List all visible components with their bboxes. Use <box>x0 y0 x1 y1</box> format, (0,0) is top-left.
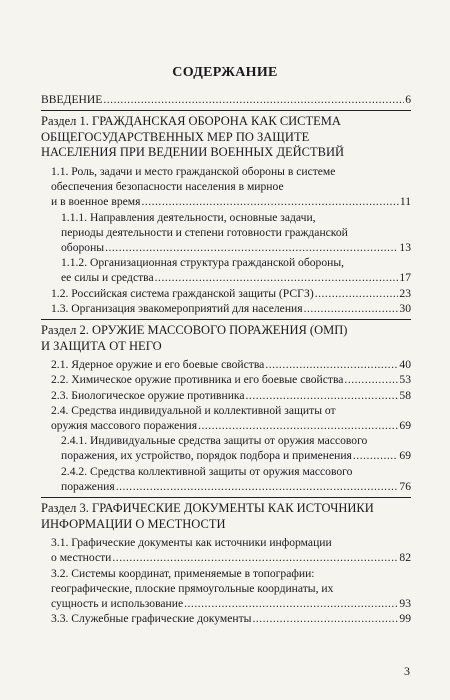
toc-entry-lastline <box>51 388 411 403</box>
toc-entry-lastline <box>51 418 411 433</box>
toc-entry-label: 2.3. Биологическое оружие противника <box>51 388 245 402</box>
table-of-contents <box>41 92 411 626</box>
toc-leader-dots <box>304 301 399 316</box>
toc-leader-dots <box>353 448 399 463</box>
toc-section-title-line: ОБЩЕГОСУДАРСТВЕННЫХ МЕР ПО ЗАЩИТЕ <box>41 129 310 144</box>
toc-section-title-line: Раздел 1. ГРАЖДАНСКАЯ ОБОРОНА КАК СИСТЕМА <box>41 114 341 129</box>
toc-section-title <box>41 501 411 532</box>
divider <box>41 110 411 111</box>
toc-entry-lastline <box>51 611 411 626</box>
toc-section-title <box>41 114 411 161</box>
toc-entry-label: 1.2. Российская система гражданской защиты (РСГЗ) <box>51 286 314 300</box>
toc-entry-lastline <box>51 596 411 611</box>
toc-entry <box>41 566 411 612</box>
toc-entry-page: 93 <box>399 597 411 611</box>
toc-entry-page: 82 <box>399 551 411 565</box>
divider <box>41 497 411 498</box>
toc-entry-lastline <box>61 479 411 494</box>
toc-entry-page: 23 <box>399 286 411 300</box>
toc-entry-lastline <box>51 357 411 372</box>
toc-leader-dots <box>184 596 398 611</box>
toc-entry <box>41 464 411 494</box>
toc-leader-dots <box>265 357 398 372</box>
toc-entry-page: 53 <box>399 373 411 387</box>
toc-entry-page: 58 <box>399 388 411 402</box>
toc-entry <box>41 372 411 387</box>
toc-entry-label: ВВЕДЕНИЕ <box>41 93 103 106</box>
toc-entry-line: 1.1. Роль, задачи и место гражданской обороны в системе <box>51 164 336 178</box>
toc-leader-dots <box>103 92 404 107</box>
toc-entry-page: 69 <box>399 419 411 433</box>
toc-leader-dots <box>105 240 398 255</box>
toc-entry-line: обеспечения безопасности населения в мирное <box>51 180 284 194</box>
toc-section-title <box>41 323 411 354</box>
toc-entry-lastline <box>51 194 411 209</box>
toc-leader-dots <box>246 388 399 403</box>
toc-entry-page: 99 <box>399 612 411 626</box>
toc-leader-dots <box>141 194 398 209</box>
toc-entry-lastline <box>51 301 411 316</box>
toc-entry-line: 1.1.2. Организационная структура гражданской обороны, <box>61 256 345 270</box>
toc-entry-lastline <box>61 240 411 255</box>
toc-entry-line: 3.1. Графические документы как источники информации <box>51 536 332 550</box>
toc-entry-lastline <box>51 550 411 565</box>
toc-entry-label: поражения, их устройство, порядок подбора и применения <box>61 449 352 463</box>
toc-section-title-line: НАСЕЛЕНИЯ ПРИ ВЕДЕНИИ ВОЕННЫХ ДЕЙСТВИЙ <box>41 145 345 160</box>
toc-entry-label: 2.2. Химическое оружие противника и его боевые свойства <box>51 373 344 387</box>
toc-entry <box>41 357 411 372</box>
toc-entry-label: оружия массового поражения <box>51 419 198 433</box>
toc-entry-page: 76 <box>399 479 411 493</box>
toc-leader-dots <box>344 372 398 387</box>
divider <box>41 319 411 320</box>
toc-entry-label: ее силы и средства <box>61 271 154 285</box>
toc-entry <box>41 535 411 565</box>
toc-entry <box>41 301 411 316</box>
toc-section-title-line: Раздел 2. ОРУЖИЕ МАССОВОГО ПОРАЖЕНИЯ (ОМП) <box>41 323 348 338</box>
toc-leader-dots <box>112 550 398 565</box>
toc-entry-line: 2.4.2. Средства коллективной защиты от оружия массового <box>61 464 353 478</box>
toc-entry-page: 40 <box>399 358 411 372</box>
toc-entry-lastline <box>61 448 411 463</box>
toc-entry <box>41 286 411 301</box>
toc-entry-label: 3.3. Служебные графические документы <box>51 612 252 626</box>
toc-entry-lastline <box>51 286 411 301</box>
toc-entry <box>41 255 411 285</box>
toc-section-title-line: ИНФОРМАЦИИ О МЕСТНОСТИ <box>41 516 226 531</box>
toc-section-title-line: И ЗАЩИТА ОТ НЕГО <box>41 338 162 353</box>
toc-entry-label: 2.1. Ядерное оружие и его боевые свойства <box>51 358 265 372</box>
toc-entry-line: периоды деятельности и степени готовности гражданской <box>61 225 348 239</box>
toc-entry-page: 6 <box>405 93 411 106</box>
toc-entry <box>41 210 411 256</box>
toc-entry-page: 17 <box>399 271 411 285</box>
toc-entry-line: географические, плоские прямоугольные координаты, их <box>51 581 334 595</box>
toc-entry-label: сущность и использование <box>51 597 184 611</box>
toc-section-title-line: Раздел 3. ГРАФИЧЕСКИЕ ДОКУМЕНТЫ КАК ИСТОЧНИКИ <box>41 501 374 516</box>
toc-entry-label: 1.3. Организация эвакомероприятий для населения <box>51 301 303 315</box>
toc-entry <box>41 403 411 433</box>
toc-entry-line: 1.1.1. Направления деятельности, основные задачи, <box>61 210 316 224</box>
toc-leader-dots <box>116 479 399 494</box>
page-title: СОДЕРЖАНИЕ <box>172 65 278 80</box>
toc-entry-line: 2.4.1. Индивидуальные средства защиты от оружия массового <box>61 434 368 448</box>
toc-entry-label: и в военное время <box>51 195 141 209</box>
toc-leader-dots <box>315 286 399 301</box>
toc-entry-page: 69 <box>399 449 411 463</box>
toc-entry-intro <box>41 92 411 107</box>
toc-entry-line: 3.2. Системы координат, применяемые в топографии: <box>51 566 315 580</box>
toc-entry-label: о местности <box>51 551 112 565</box>
toc-entry <box>41 164 411 210</box>
toc-entry-label: поражения <box>61 479 115 493</box>
page-number: 3 <box>404 664 410 678</box>
toc-entry-line: 2.4. Средства индивидуальной и коллективной защиты от <box>51 403 336 417</box>
toc-entry <box>41 388 411 403</box>
toc-entry-lastline <box>51 372 411 387</box>
toc-entry-lastline <box>61 270 411 285</box>
toc-leader-dots <box>252 611 398 626</box>
toc-entry-label: обороны <box>61 241 105 254</box>
toc-leader-dots <box>198 418 398 433</box>
toc-entry <box>41 611 411 626</box>
toc-leader-dots <box>155 270 399 285</box>
toc-entry-page: 30 <box>399 301 411 315</box>
toc-entry-page: 11 <box>399 195 411 209</box>
toc-entry-page: 13 <box>399 241 411 254</box>
toc-entry <box>41 433 411 463</box>
